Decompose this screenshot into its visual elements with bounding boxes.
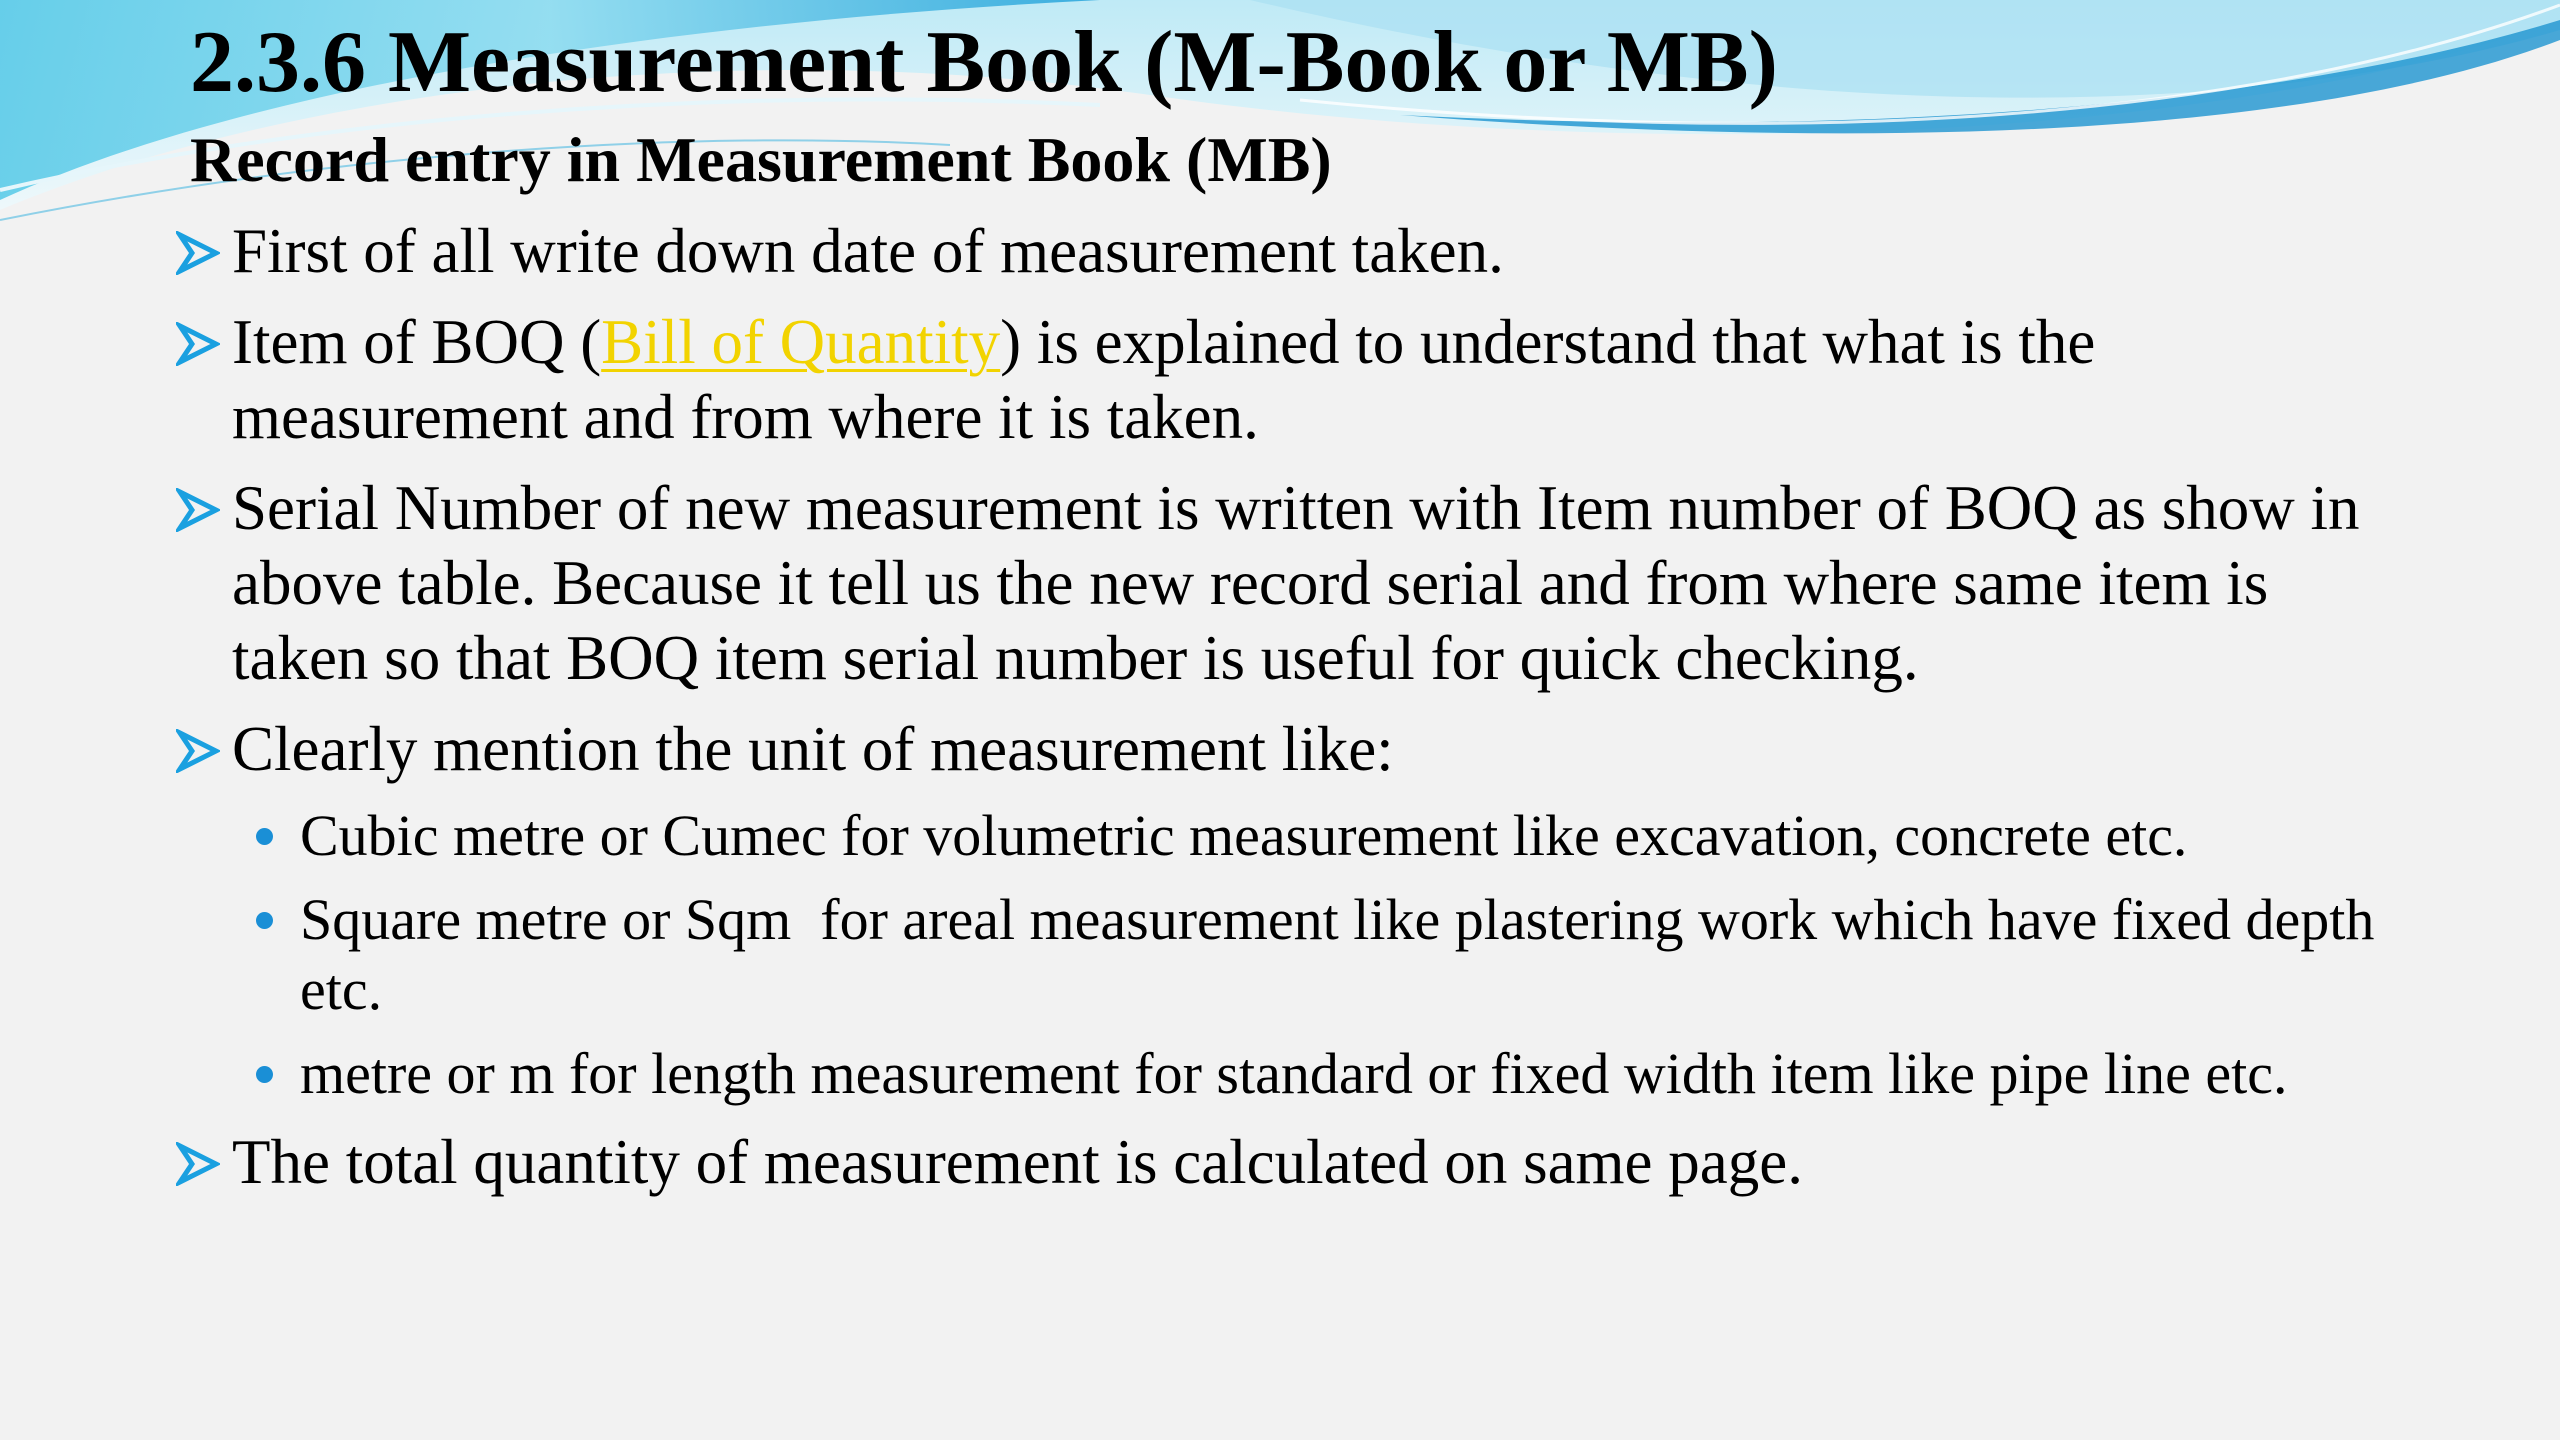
bullet-item [176,305,2416,455]
bullet-text: First of all write down date of measurement taken. [232,216,1504,286]
bullet-item [176,214,2416,289]
boq-link[interactable]: Bill of Quantity [601,307,1001,377]
arrow-right-icon [176,729,220,773]
bullet-item [176,712,2416,1109]
sub-bullet-item [252,801,2416,871]
bullet-text: ) is explained to understand that what is the measurement and from where it is taken. [232,307,2096,452]
bullet-item [176,1125,2416,1200]
slide-subtitle: Record entry in Measurement Book (MB) [190,124,1332,195]
sub-bullet-list [232,801,2416,1109]
sub-bullet-text: Square metre or Sqm for areal measurement like plastering work which have fixed depth etc. [300,887,2389,1022]
bullet-text: Serial Number of new measurement is written with Item number of BOQ as show in above table. Because it tell us the new record serial and from where same item is taken so that BOQ item serial number is useful for quick checking. [232,473,2360,693]
arrow-right-icon [176,1142,220,1186]
dot-icon [256,912,273,929]
bullet-text: Item of BOQ ( [232,307,602,377]
bullet-list [176,214,2416,1216]
dot-icon [256,1066,273,1083]
arrow-right-icon [176,488,220,532]
bullet-text: Clearly mention the unit of measurement like: [232,714,1394,784]
bullet-text: The total quantity of measurement is calculated on same page. [232,1127,1803,1197]
dot-icon [256,828,273,845]
sub-bullet-text: metre or m for length measurement for standard or fixed width item like pipe line etc. [300,1041,2288,1106]
sub-bullet-item [252,1039,2416,1109]
slide-title: 2.3.6 Measurement Book (M-Book or MB) [190,14,1778,111]
sub-bullet-item [252,885,2416,1025]
arrow-right-icon [176,322,220,366]
arrow-right-icon [176,231,220,275]
sub-bullet-text: Cubic metre or Cumec for volumetric measurement like excavation, concrete etc. [300,803,2188,868]
bullet-item [176,471,2416,696]
